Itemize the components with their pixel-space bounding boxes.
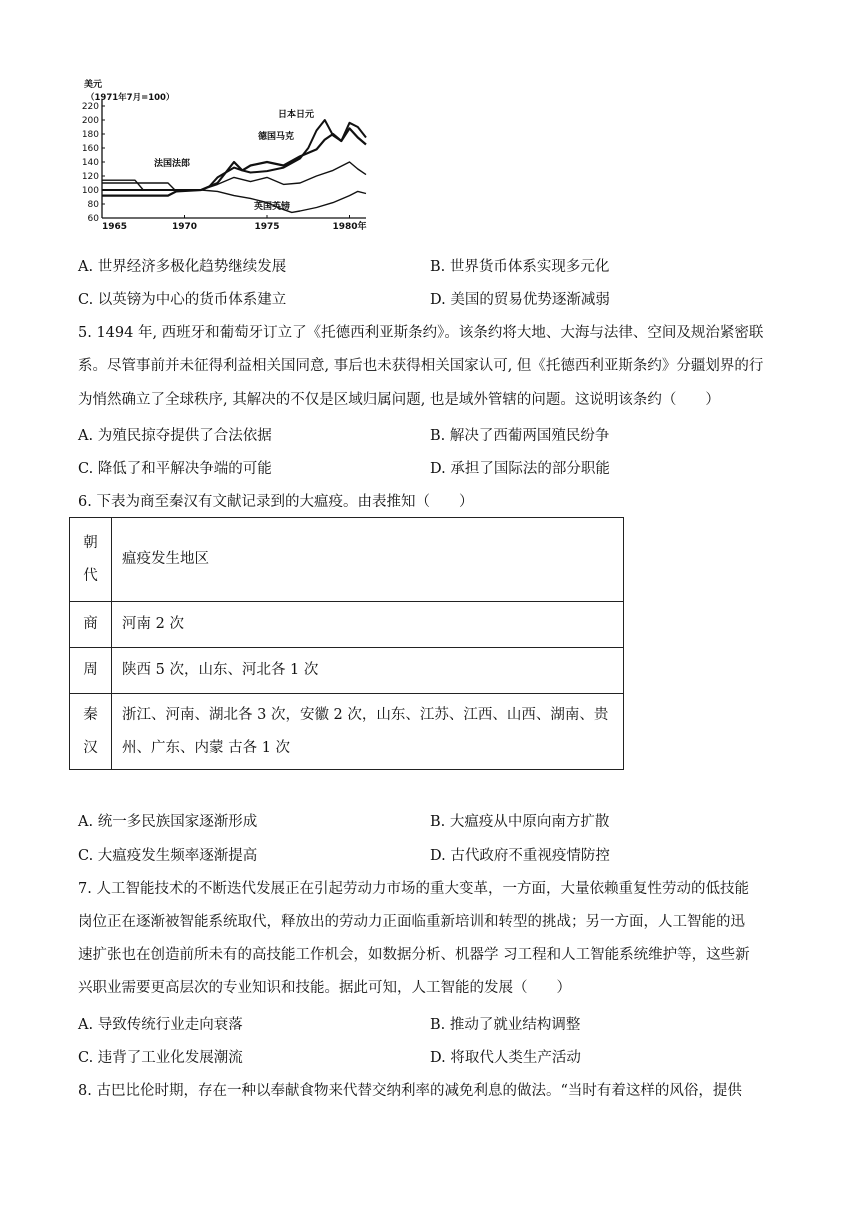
y-tick-label: 220 [81, 102, 99, 112]
table-header-row [70, 518, 624, 602]
series-line-1 [102, 128, 366, 195]
y-tick-label: 100 [81, 186, 99, 196]
q6-stem: 6. 下表为商至秦汉有文献记录到的大瘟疫。由表推知（ ） [78, 494, 474, 510]
row-dynasty [70, 694, 112, 770]
q5-option-d: D. 承担了国际法的部分职能 [430, 461, 610, 477]
q5-stem-line-2: 系。尽管事前并未征得利益相关国同意, 事后也未获得相关国家认可, 但《托德西利亚斯条约》分疆划界的行 [78, 358, 764, 374]
x-tick-label: 1975 [254, 222, 280, 232]
y-tick-label: 120 [81, 172, 99, 182]
y-tick-label: 180 [81, 130, 99, 140]
label-pound: 英国英镑 [254, 202, 291, 212]
row-region-text: 河南 2 次 [122, 616, 184, 632]
q4-option-a: A. 世界经济多极化趋势继续发展 [78, 259, 287, 275]
row-dynasty-char-2: 汉 [83, 739, 98, 756]
row-region [112, 694, 624, 770]
q7-option-c: C. 违背了工业化发展潮流 [78, 1050, 243, 1066]
q7-option-d: D. 将取代人类生产活动 [430, 1050, 581, 1066]
y-tick-label: 160 [81, 144, 99, 154]
epidemic-table [69, 517, 624, 770]
row-dynasty [70, 648, 112, 694]
row-dynasty-text: 周 [83, 662, 98, 678]
q7-stem-line-2: 岗位正在逐渐被智能系统取代，释放出的劳动力正面临重新培训和转型的挑战；另一方面，人工智能的迅 [78, 914, 745, 930]
label-franc: 法国法郎 [154, 159, 191, 169]
row-region-text: 陕西 5 次，山东、河北各 1 次 [122, 662, 319, 678]
row-region-line-2: 州、广东、内蒙 古各 1 次 [122, 739, 291, 756]
row-dynasty [70, 602, 112, 648]
q7-stem-line-3: 速扩张也在创造前所未有的高技能工作机会，如数据分析、机器学 习工程和人工智能系统维护等，这些新 [78, 947, 750, 963]
row-dynasty-char-1: 秦 [83, 706, 98, 723]
header-dynasty-char-2: 代 [83, 567, 98, 584]
header-region: 瘟疫发生地区 [112, 518, 624, 602]
x-tick-label: 1970 [171, 222, 198, 232]
x-tick-label: 1980年 [332, 222, 367, 232]
q6-option-c: C. 大瘟疫发生频率逐渐提高 [78, 848, 258, 864]
q7-option-b: B. 推动了就业结构调整 [430, 1017, 581, 1033]
label-mark: 德国马克 [258, 132, 295, 142]
q5-stem-line-3: 为悄然确立了全球秩序, 其解决的不仅是区域归属问题, 也是域外管辖的问题。这说明该条约（ ） [78, 392, 720, 408]
table-row [70, 602, 624, 648]
row-region [112, 602, 624, 648]
q6-option-a: A. 统一多民族国家逐渐形成 [78, 814, 258, 830]
y-tick-label: 140 [81, 158, 99, 168]
header-dynasty [70, 518, 112, 602]
row-region [112, 648, 624, 694]
q7-stem-line-1: 7. 人工智能技术的不断迭代发展正在引起劳动力市场的重大变革，一方面，大量依赖重复性劳动的低技能 [78, 881, 749, 897]
y-tick-label: 200 [81, 116, 99, 126]
q5-option-c: C. 降低了和平解决争端的可能 [78, 461, 272, 477]
series-line-0 [102, 120, 366, 190]
row-region-line-1: 浙江、河南、湖北各 3 次，安徽 2 次，山东、江苏、江西、山西、湖南、贵 [122, 706, 609, 723]
header-dynasty-char-1: 朝 [83, 534, 98, 551]
q4-option-b: B. 世界货币体系实现多元化 [430, 259, 610, 275]
chart-series-lines [102, 120, 366, 212]
label-yen: 日本日元 [278, 110, 315, 120]
y-tick-label: 60 [87, 214, 99, 224]
chart-axes [102, 100, 366, 218]
q7-stem-line-4: 兴职业需要更高层次的专业知识和技能。据此可知，人工智能的发展（ ） [78, 980, 571, 996]
chart-base-note: （1971年7月=100） [86, 93, 175, 103]
q8-stem-line-1: 8. 古巴比伦时期，存在一种以奉献食物来代替交纳利率的减免利息的做法。“当时有着这样的风俗，提供 [78, 1083, 742, 1099]
q5-stem-line-1: 5. 1494 年, 西班牙和葡萄牙订立了《托德西利亚斯条约》。该条约将大地、大海与法律、空间及规治紧密联 [78, 325, 764, 341]
chart-ylabel: 美元 [84, 80, 103, 90]
row-dynasty-text: 商 [83, 616, 98, 632]
q7-option-a: A. 导致传统行业走向衰落 [78, 1017, 243, 1033]
q5-option-b: B. 解决了西葡两国殖民纷争 [430, 428, 610, 444]
y-tick-label: 80 [87, 200, 99, 210]
q4-option-c: C. 以英镑为中心的货币体系建立 [78, 292, 287, 308]
table-row [70, 694, 624, 770]
x-tick-label: 1965 [102, 222, 128, 232]
q6-option-d: D. 古代政府不重视疫情防控 [430, 848, 610, 864]
q4-option-d: D. 美国的贸易优势逐渐减弱 [430, 292, 610, 308]
table-row [70, 648, 624, 694]
q6-option-b: B. 大瘟疫从中原向南方扩散 [430, 814, 610, 830]
q5-option-a: A. 为殖民掠夺提供了合法依据 [78, 428, 272, 444]
exchange-rate-chart [78, 78, 374, 232]
